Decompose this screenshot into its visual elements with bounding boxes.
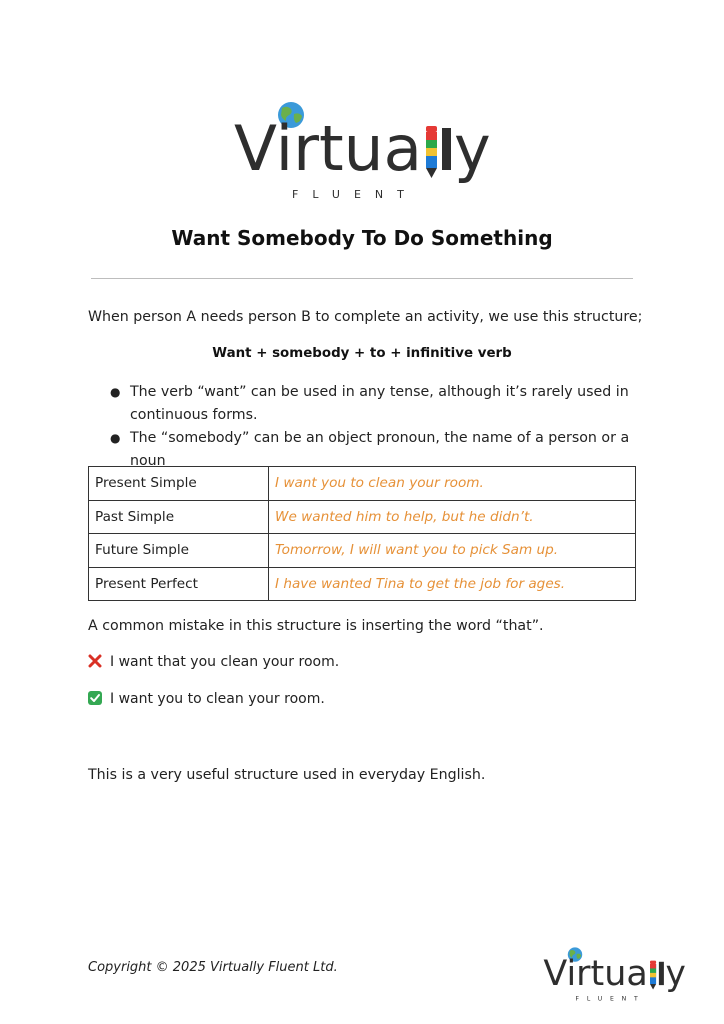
list-item-line: continuous forms. — [130, 407, 258, 423]
structure-formula: Want + somebody + to + infinitive verb — [212, 346, 512, 361]
example-cell: We wanted him to help, but he didn’t. — [269, 500, 636, 534]
table-row — [89, 534, 636, 568]
wrong-example-text: I want that you clean your room. — [110, 654, 340, 670]
list-item-line: The verb “want” can be used in any tense, although it’s rarely used in — [130, 384, 629, 400]
table-row — [89, 500, 636, 534]
right-example — [88, 691, 325, 707]
example-cell: Tomorrow, I will want you to pick Sam up. — [269, 534, 636, 568]
cross-mark-icon — [88, 654, 102, 668]
list-item — [106, 381, 646, 427]
pencil-icon — [650, 961, 656, 990]
notes-list — [106, 381, 646, 473]
right-example-text: I want you to clean your room. — [110, 691, 325, 707]
divider — [91, 278, 633, 279]
footer-logo-graphic — [540, 944, 690, 1004]
example-cell: I have wanted Tina to get the job for ages. — [269, 567, 636, 601]
table-row — [89, 467, 636, 501]
svg-text:Virtua: Virtua — [543, 954, 648, 995]
pencil-icon — [426, 126, 437, 178]
footer-logo — [540, 944, 690, 1004]
wrong-example — [88, 654, 339, 670]
tense-cell: Present Simple — [89, 467, 269, 501]
closing-paragraph: This is a very useful structure used in everyday English. — [88, 767, 486, 783]
svg-text:FLUENT: FLUENT — [575, 995, 646, 1003]
logo-tagline: FLUENT — [292, 188, 418, 201]
list-item-line: The “somebody” can be an object pronoun, the name of a person or a noun — [130, 430, 630, 469]
virtually-fluent-logo — [232, 96, 494, 204]
tense-cell: Past Simple — [89, 500, 269, 534]
tense-cell: Future Simple — [89, 534, 269, 568]
example-cell: I want you to clean your room. — [269, 467, 636, 501]
svg-text:y: y — [665, 954, 686, 995]
brand-wordmark-y: y — [454, 112, 491, 185]
logo-graphic — [232, 96, 494, 204]
page-title: Want Somebody To Do Something — [171, 226, 553, 250]
check-mark-button-icon — [88, 691, 102, 705]
copyright-notice: Copyright © 2025 Virtually Fluent Ltd. — [88, 960, 338, 975]
tense-examples-table — [88, 466, 636, 601]
bullet-icon: ● — [110, 431, 121, 445]
table-row — [89, 567, 636, 601]
intro-paragraph: When person A needs person B to complete an activity, we use this structure; — [88, 309, 643, 325]
brand-wordmark: Virtua — [234, 112, 422, 185]
mistake-paragraph: A common mistake in this structure is inserting the word “that”. — [88, 618, 544, 634]
bullet-icon: ● — [110, 385, 121, 399]
tense-cell: Present Perfect — [89, 567, 269, 601]
